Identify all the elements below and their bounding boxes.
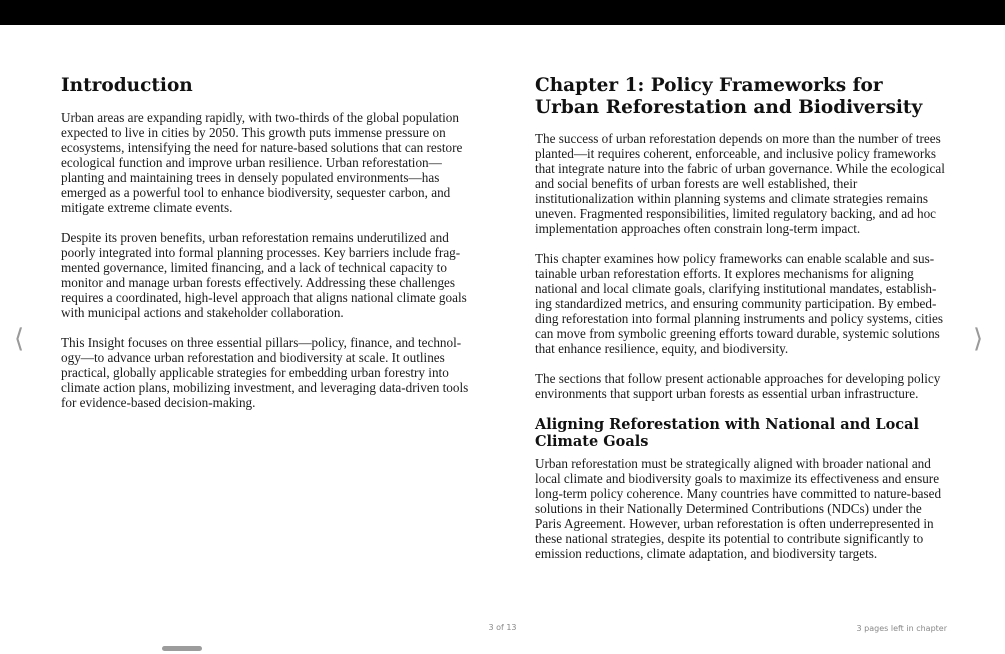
section-subheading: Aligning Reforestation with National and Local Climate Goals — [535, 416, 919, 450]
page-scrubber-handle[interactable] — [162, 646, 202, 651]
top-bar — [0, 0, 1005, 25]
paragraph: Urban reforestation must be strategically aligned with broader national and local climate and biodiversity goals to maximize its effectiveness and ensure long-term policy coherence. Many countries have committed to nature-based solutions in their Nationally Determined Contributions (NDCs) under the Paris Agreement. However, urban reforestation is often underrepresented in these national strategies, despite its potential to contribute significantly to emission reductions, climate adaptation, and biodiversity targets. — [535, 456, 942, 561]
left-page — [61, 75, 469, 425]
chapter-heading: Chapter 1: Policy Frameworks for Urban Reforestation and Biodiversity — [535, 75, 923, 118]
page-heading-introduction: Introduction — [61, 75, 193, 96]
paragraph: This Insight focuses on three essential pillars—policy, finance, and technology—to advance urban reforestation and biodiversity at scale. It outlines practical, globally applicable strategies for embedding urban forestry into climate action plans, mobilizing investment, and leveraging data-driven tools for evidence-based decision-making. — [61, 335, 469, 410]
next-page-button[interactable] — [973, 324, 983, 354]
paragraph: The success of urban reforestation depends on more than the number of trees planted—it requires coherent, enforceable, and inclusive policy frameworks that integrate nature into the fabric of urban governance. While the ecological and social benefits of urban forests are well established, their institutionalization within planning systems and climate strategies remains uneven. Fragmented responsibilities, limited regulatory backing, and ad hoc implementation approaches often constrain long-term impact. — [535, 131, 945, 236]
page-counter: 3 of 13 — [488, 623, 517, 632]
paragraph: Despite its proven benefits, urban reforestation remains underutilized and poorly integrated into formal planning processes. Key barriers include fragmented governance, limited financing, and a lack of technical capacity to monitor and manage urban forests effectively. Addressing these challenges requires a coordinated, high-level approach that aligns national climate goals with municipal actions and stakeholder collaboration. — [61, 230, 467, 320]
paragraph: This chapter examines how policy frameworks can enable scalable and sustainable urban reforestation efforts. It explores mechanisms for aligning national and local climate goals, clarifying institutional mandates, establishing standardized metrics, and ensuring community participation. By embedding reforestation into formal planning instruments and policy systems, cities can move from symbolic greening efforts toward durable, systemic solutions that enhance resilience, equity, and biodiversity. — [535, 251, 944, 356]
chevron-left-icon: ⟨ — [14, 324, 25, 354]
paragraph: The sections that follow present actionable approaches for developing policy environments that support urban forests as essential urban infrastructure. — [535, 371, 941, 401]
previous-page-button[interactable] — [14, 324, 24, 354]
right-page — [535, 75, 945, 576]
pages-left-in-chapter: 3 pages left in chapter — [856, 624, 947, 633]
paragraph: Urban areas are expanding rapidly, with two-thirds of the global population expected to live in cities by 2050. This growth puts immense pressure on ecosystems, intensifying the need for nature-based solutions that can restore ecological function and improve urban resilience. Urban reforestation—planting and maintaining trees in densely populated environments—has emerged as a powerful tool to enhance biodiversity, sequester carbon, and mitigate extreme climate events. — [61, 110, 463, 215]
chevron-right-icon: ⟩ — [973, 324, 984, 354]
